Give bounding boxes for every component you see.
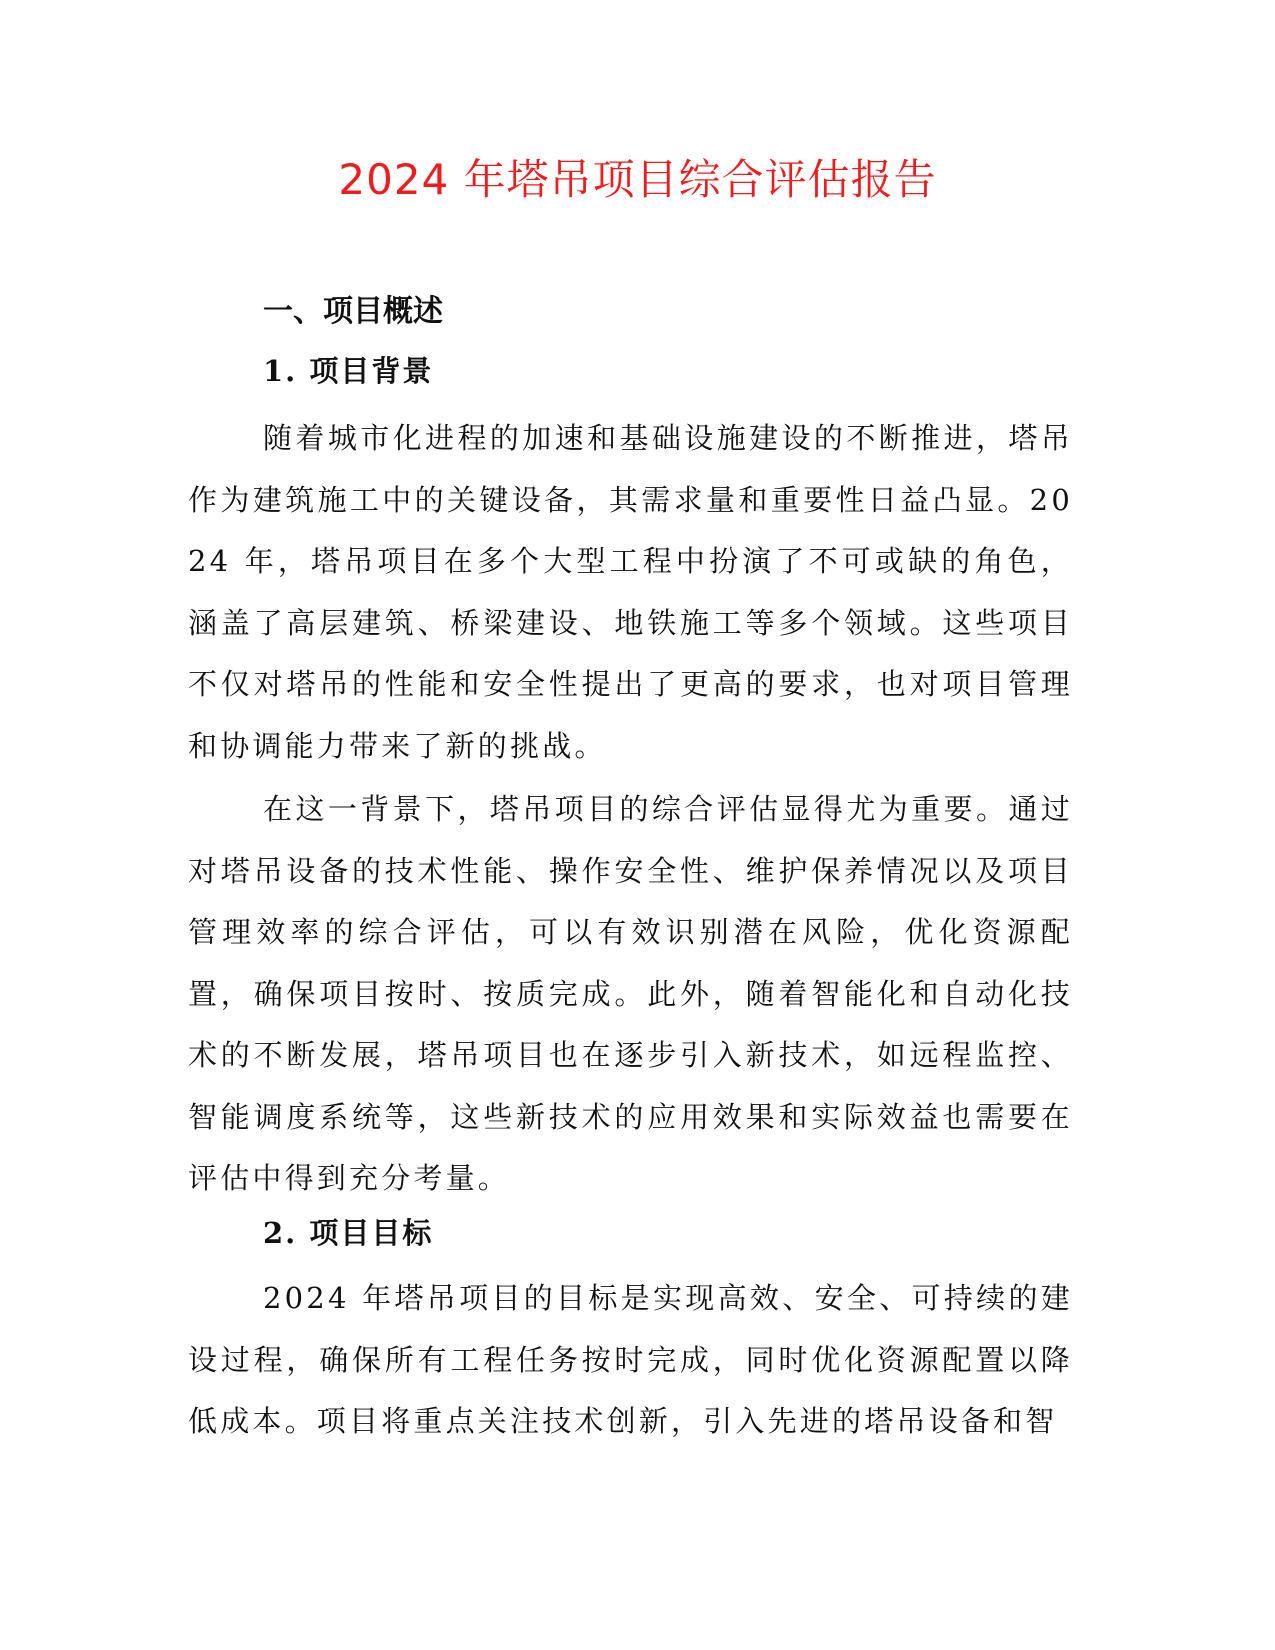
- section-heading-overview: 一、项目概述: [263, 294, 443, 329]
- paragraph-goals-1: 2024 年塔吊项目的目标是实现高效、安全、可持续的建设过程，确保所有工程任务按时完成，同时优化资源配置以降低成本。项目将重点关注技术创新，引入先进的塔吊设备和智: [188, 1281, 1073, 1438]
- paragraph-background-2: 在这一背景下，塔吊项目的综合评估显得尤为重要。通过对塔吊设备的技术性能、操作安全性、维护保养情况以及项目管理效率的综合评估，可以有效识别潜在风险，优化资源配置，确保项目按时、按质完成。此外，随着智能化和自动化技术的不断发展，塔吊项目也在逐步引入新技术，如远程监控、智能调度系统等，这些新技术的应用效果和实际效益也需要在评估中得到充分考量。: [188, 792, 1073, 1195]
- paragraph-background-1: 随着城市化进程的加速和基础设施建设的不断推进，塔吊作为建筑施工中的关键设备，其需求量和重要性日益凸显。2024 年，塔吊项目在多个大型工程中扮演了不可或缺的角色，涵盖了高层建筑、桥梁建设、地铁施工等多个领域。这些项目不仅对塔吊的性能和安全性提出了更高的要求，也对项目管理和协调能力带来了新的挑战。: [188, 421, 1073, 763]
- subsection-heading-goals: 2. 项目目标: [263, 1216, 434, 1250]
- subsection-heading-background: 1. 项目背景: [263, 354, 434, 388]
- document-title: 2024 年塔吊项目综合评估报告: [338, 155, 937, 204]
